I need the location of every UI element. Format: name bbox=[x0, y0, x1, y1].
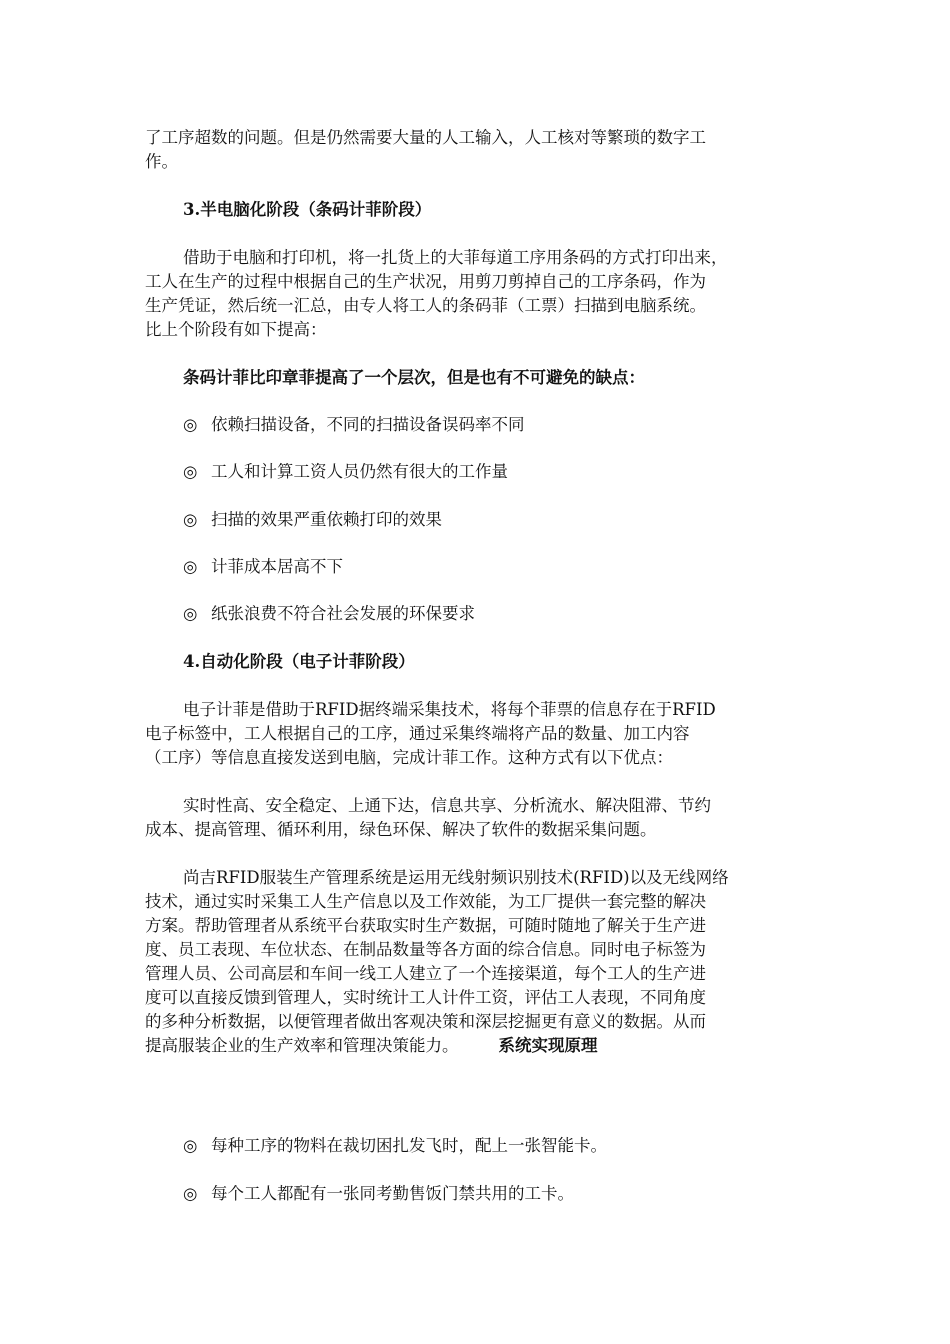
section3-bold-statement: 条码计菲比印章菲提高了一个层次，但是也有不可避免的缺点： bbox=[183, 368, 645, 387]
bullet-icon: ◎ bbox=[183, 557, 198, 576]
section4-heading: 4.自动化阶段（电子计菲阶段） bbox=[183, 652, 415, 671]
list-item-text: 扫描的效果严重依赖打印的效果 bbox=[211, 510, 442, 529]
text-line: 成本、提高管理、循环利用，绿色环保、解决了软件的数据采集问题。 bbox=[145, 820, 657, 839]
list-item-text: 每个工人都配有一张同考勤售饭门禁共用的工卡。 bbox=[211, 1184, 574, 1203]
list-item-text: 每种工序的物料在裁切困扎发飞时，配上一张智能卡。 bbox=[211, 1136, 607, 1155]
section4-paragraph-3 bbox=[145, 866, 810, 1058]
text-line: 比上个阶段有如下提高： bbox=[145, 320, 327, 339]
text-line: 借助于电脑和打印机，将一扎货上的大菲每道工序用条码的方式打印出来， bbox=[183, 248, 728, 267]
text-line: 方案。帮助管理者从系统平台获取实时生产数据，可随时随地了解关于生产进 bbox=[145, 916, 706, 935]
bullet-icon: ◎ bbox=[183, 1184, 198, 1203]
section4-paragraph-2 bbox=[145, 794, 810, 842]
list-item bbox=[183, 508, 810, 532]
text-line: 了工序超数的问题。但是仍然需要大量的人工输入，人工核对等繁琐的数字工 bbox=[145, 128, 706, 147]
text-line: 度可以直接反馈到管理人，实时统计工人计件工资，评估工人表现，不同角度 bbox=[145, 988, 706, 1007]
text-line: 工人在生产的过程中根据自己的生产状况，用剪刀剪掉自己的工序条码，作为 bbox=[145, 272, 706, 291]
text-line: 电子计菲是借助于RFID据终端采集技术，将每个菲票的信息存在于RFID bbox=[183, 700, 716, 719]
text-line: 生产凭证，然后统一汇总，由专人将工人的条码菲（工票）扫描到电脑系统。 bbox=[145, 296, 706, 315]
bullet-icon: ◎ bbox=[183, 510, 198, 529]
text-line: 技术，通过实时采集工人生产信息以及工作效能，为工厂提供一套完整的解决 bbox=[145, 892, 706, 911]
list-item bbox=[183, 413, 810, 437]
bullet-icon: ◎ bbox=[183, 415, 198, 434]
list-item-text: 依赖扫描设备，不同的扫描设备误码率不同 bbox=[211, 415, 525, 434]
text-line: 管理人员、公司高层和车间一线工人建立了一个连接渠道，每个工人的生产进 bbox=[145, 964, 706, 983]
system-principle-heading: 系统实现原理 bbox=[498, 1036, 598, 1055]
section4-paragraph-1 bbox=[145, 698, 810, 770]
list-item bbox=[183, 1182, 810, 1206]
list-item bbox=[183, 1134, 810, 1158]
text-line: 实时性高、安全稳定、上通下达，信息共享、分析流水、解决阻滞、节约 bbox=[183, 796, 711, 815]
text-line: 度、员工表现、车位状态、在制品数量等各方面的综合信息。同时电子标签为 bbox=[145, 940, 706, 959]
text-line bbox=[145, 1034, 810, 1058]
text-line-last: 提高服装企业的生产效率和管理决策能力。 bbox=[145, 1036, 459, 1055]
list-item-text: 纸张浪费不符合社会发展的环保要求 bbox=[211, 604, 475, 623]
list-item-text: 工人和计算工资人员仍然有很大的工作量 bbox=[211, 462, 508, 481]
bullet-icon: ◎ bbox=[183, 462, 198, 481]
text-line: 尚吉RFID服装生产管理系统是运用无线射频识别技术(RFID)以及无线网络 bbox=[183, 868, 729, 887]
text-line: （工序）等信息直接发送到电脑，完成计菲工作。这种方式有以下优点： bbox=[145, 748, 673, 767]
section3-paragraph bbox=[145, 246, 810, 342]
bullet-icon: ◎ bbox=[183, 604, 198, 623]
text-line: 的多种分析数据，以便管理者做出客观决策和深层挖掘更有意义的数据。从而 bbox=[145, 1012, 706, 1031]
list-item bbox=[183, 555, 810, 579]
list-item bbox=[183, 602, 810, 626]
section3-heading: 3.半电脑化阶段（条码计菲阶段） bbox=[183, 200, 432, 219]
text-line: 电子标签中，工人根据自己的工序，通过采集终端将产品的数量、加工内容 bbox=[145, 724, 690, 743]
bullet-icon: ◎ bbox=[183, 1136, 198, 1155]
intro-paragraph bbox=[145, 126, 810, 174]
text-line: 作。 bbox=[145, 152, 178, 171]
list-item bbox=[183, 460, 810, 484]
list-item-text: 计菲成本居高不下 bbox=[211, 557, 343, 576]
